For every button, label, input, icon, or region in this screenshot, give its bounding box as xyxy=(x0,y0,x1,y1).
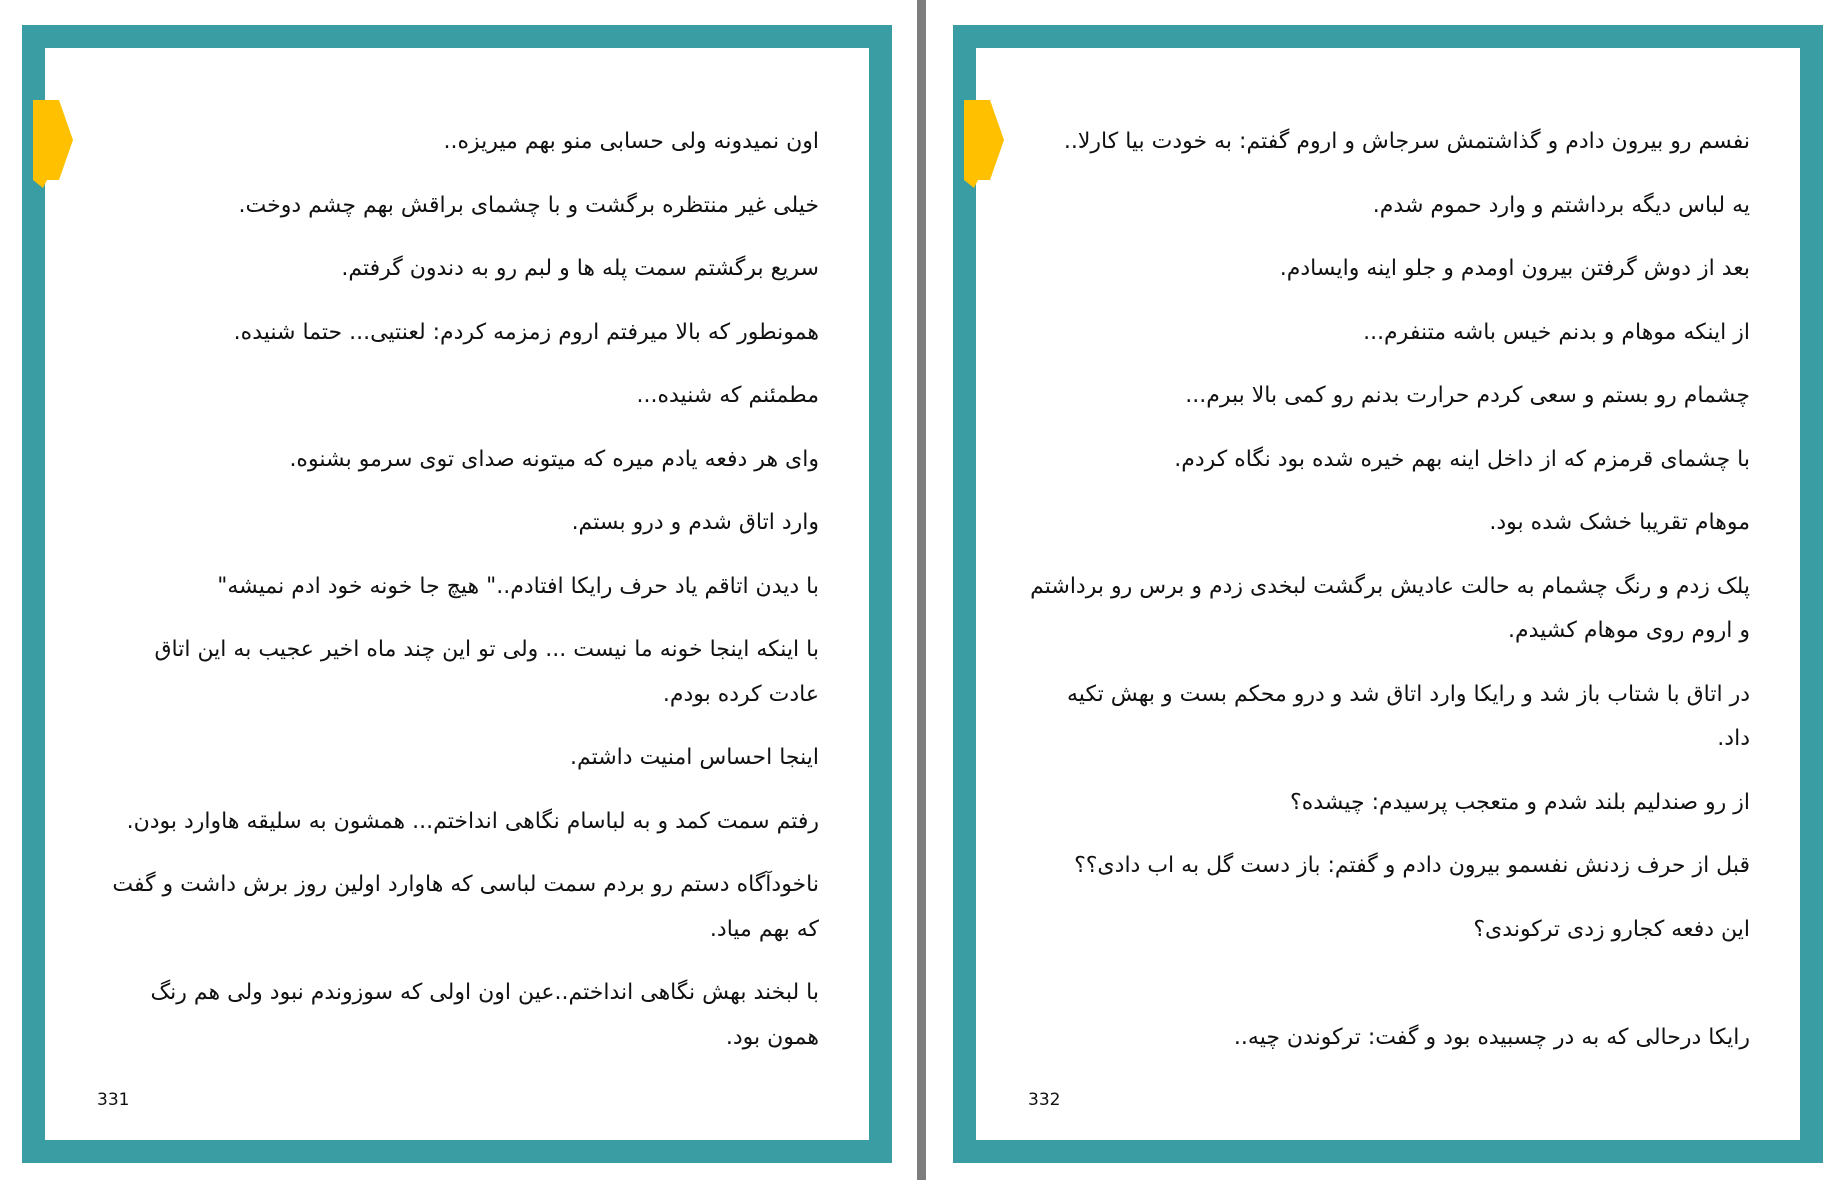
bookmark-tab-icon xyxy=(33,100,73,188)
paragraph: اون نمیدونه ولی حسابی منو بهم میریزه.. xyxy=(443,129,819,154)
paragraph: وارد اتاق شدم و درو بستم. xyxy=(571,510,819,535)
paragraph: با لبخند بهش نگاهی انداختم..عین اون اولی که سوزوندم نبود ولی هم رنگ همون بود. xyxy=(150,980,819,1050)
paragraph: وای هر دفعه یادم میره که میتونه صدای توی سرمو بشنوه. xyxy=(289,446,819,472)
page-text xyxy=(1030,120,1750,1080)
paragraph: با چشمای قرمزم که از داخل اینه بهم خیره شده بود نگاه کردم. xyxy=(1174,446,1750,472)
page-text xyxy=(99,120,819,1079)
paragraph: با دیدن اتاقم یاد حرف رایکا افتادم.." هیچ جا خونه خود ادم نمیشه" xyxy=(217,573,819,599)
paragraph: قبل از حرف زدنش نفسمو بیرون دادم و گفتم: باز دست گل به اب دادی؟؟ xyxy=(1074,853,1750,878)
paragraph: سریع برگشتم سمت پله ها و لبم رو به دندون گرفتم. xyxy=(341,256,819,281)
paragraph: رفتم سمت کمد و به لباسام نگاهی انداختم... همشون به سلیقه هاوارد بودن. xyxy=(126,808,819,834)
bookmark-tab-icon xyxy=(964,100,1004,188)
paragraph: ناخودآگاه دستم رو بردم سمت لباسی که هاوارد اولین روز برش داشت و گفت که بهم میاد. xyxy=(112,872,819,942)
paragraph: این دفعه کجارو زدی ترکوندی؟ xyxy=(1473,916,1750,942)
paragraph: در اتاق با شتاب باز شد و رایکا وارد اتاق شد و درو محکم بست و بهش تکیه داد. xyxy=(1067,681,1750,751)
page-content-area xyxy=(976,48,1800,1140)
page-332 xyxy=(953,25,1823,1163)
paragraph: مطمئنم که شنیده... xyxy=(636,383,819,408)
page-number: 331 xyxy=(97,1090,130,1110)
page-number: 332 xyxy=(1028,1090,1061,1110)
paragraph: چشمام رو بستم و سعی کردم حرارت بدنم رو کمی بالا ببرم... xyxy=(1185,383,1750,408)
page-331 xyxy=(22,25,892,1163)
paragraph: خیلی غیر منتظره برگشت و با چشمای براقش بهم چشم دوخت. xyxy=(238,192,819,218)
page-content-area xyxy=(45,48,869,1140)
paragraph: بعد از دوش گرفتن بیرون اومدم و جلو اینه وایسادم. xyxy=(1279,256,1750,281)
paragraph: یه لباس دیگه برداشتم و وارد حموم شدم. xyxy=(1372,192,1750,218)
spread-divider xyxy=(917,0,926,1180)
paragraph: پلک زدم و رنگ چشمام به حالت عادیش برگشت لبخدی زدم و برس رو برداشتم و اروم روی موهام کشیدم. xyxy=(1030,573,1750,643)
paragraph: اینجا احساس امنیت داشتم. xyxy=(569,745,819,770)
paragraph: موهام تقریبا خشک شده بود. xyxy=(1489,510,1750,535)
paragraph: از اینکه موهام و بدنم خیس باشه متنفرم... xyxy=(1363,319,1750,345)
paragraph: با اینکه اینجا خونه ما نیست ... ولی تو این چند ماه اخیر عجیب به این اتاق عادت کرده بودم. xyxy=(154,637,819,707)
paragraph: از رو صندلیم بلند شدم و متعجب پرسیدم: چیشده؟ xyxy=(1290,789,1750,815)
paragraph: نفسم رو بیرون دادم و گذاشتمش سرجاش و اروم گفتم: به خودت بیا کارلا.. xyxy=(1063,129,1750,154)
paragraph: رایکا درحالی که به در چسبیده بود و گفت: ترکوندن چیه.. xyxy=(1233,1025,1750,1050)
paragraph: همونطور که بالا میرفتم اروم زمزمه کردم: لعنتیی... حتما شنیده. xyxy=(233,319,819,345)
